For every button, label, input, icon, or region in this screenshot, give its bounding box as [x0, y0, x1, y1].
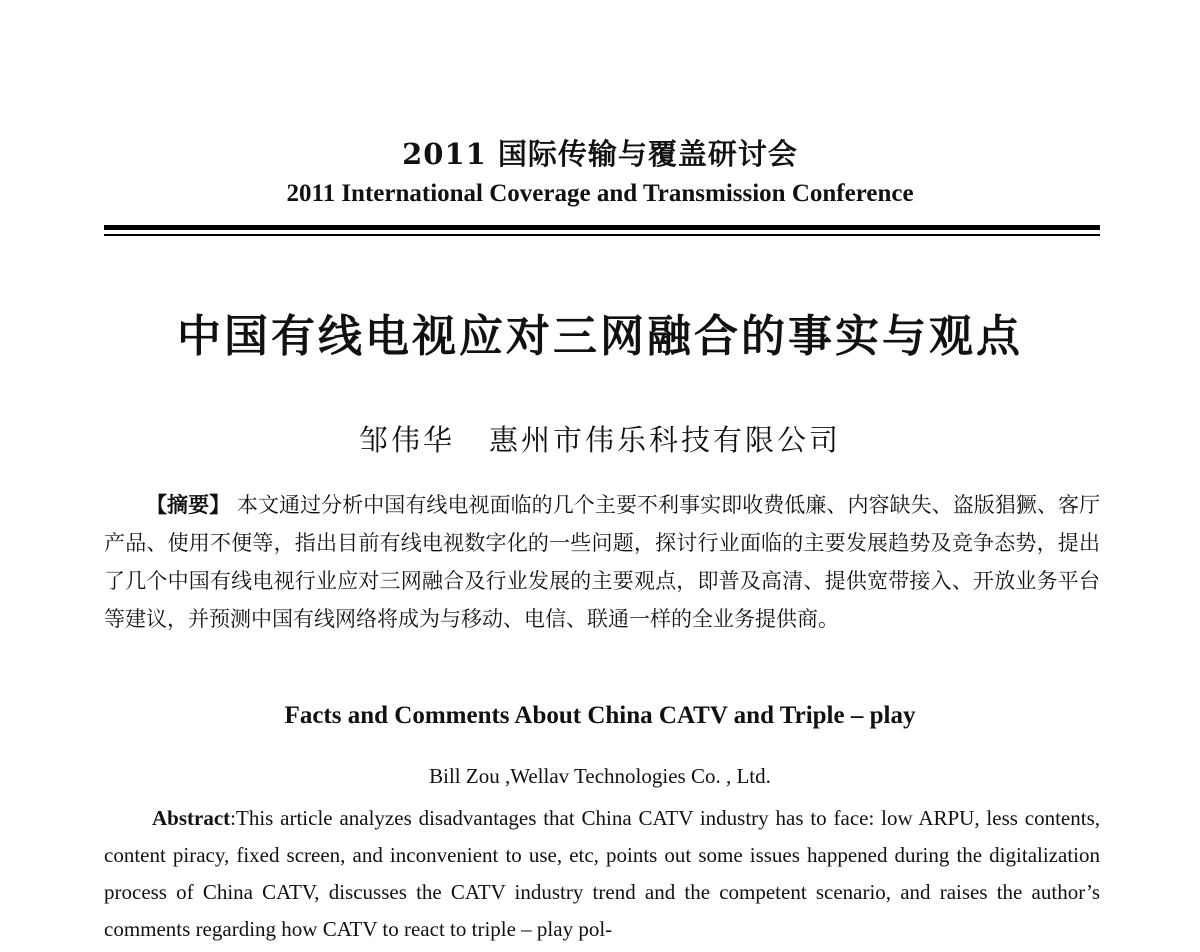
- author-line-en: Bill Zou ,Wellav Technologies Co. , Ltd.: [429, 764, 771, 788]
- abstract-cn-text: 本文通过分析中国有线电视面临的几个主要不利事实即收费低廉、内容缺失、盗版猖獗、客厅产品、使用不便等，指出目前有线电视数字化的一些问题，探讨行业面临的主要发展趋势及竞争态势，提出了几个中国有线电视行业应对三网融合及行业发展的主要观点，即普及高清、提供宽带接入、开放业务平台等建议，并预测中国有线网络将成为与移动、电信、联通一样的全业务提供商。: [104, 493, 1101, 631]
- conference-title-cn: 2011 国际传输与覆盖研讨会: [402, 137, 798, 171]
- affiliation-cn: 惠州市伟乐科技有限公司: [489, 423, 842, 457]
- abstract-en-text: :This article analyzes disadvantages that China CATV industry has to face: low ARPU, less contents, content piracy, fixed screen, and inconvenient to use, etc, points out some issues happened during the digitalization process of China CATV, discusses the CATV industry trend and the competent scenario, and raises the author’s comments regarding how CATV to react to triple – play pol-: [104, 806, 1100, 941]
- author-line-cn: [0, 418, 1200, 459]
- paper-title-cn: 中国有线电视应对三网融合的事实与观点: [177, 311, 1023, 362]
- header-rule-thin: [104, 234, 1100, 236]
- author-name-cn: 邹伟华: [358, 423, 455, 457]
- header-rule-thick: [104, 225, 1100, 230]
- abstract-en: [104, 800, 1100, 948]
- paper-title-en: Facts and Comments About China CATV and Triple – play: [284, 702, 916, 729]
- abstract-en-label: Abstract: [152, 806, 231, 830]
- abstract-cn: [104, 486, 1100, 638]
- conference-title-en: 2011 International Coverage and Transmission Conference: [286, 180, 914, 207]
- abstract-cn-label: 【摘要】: [146, 493, 231, 517]
